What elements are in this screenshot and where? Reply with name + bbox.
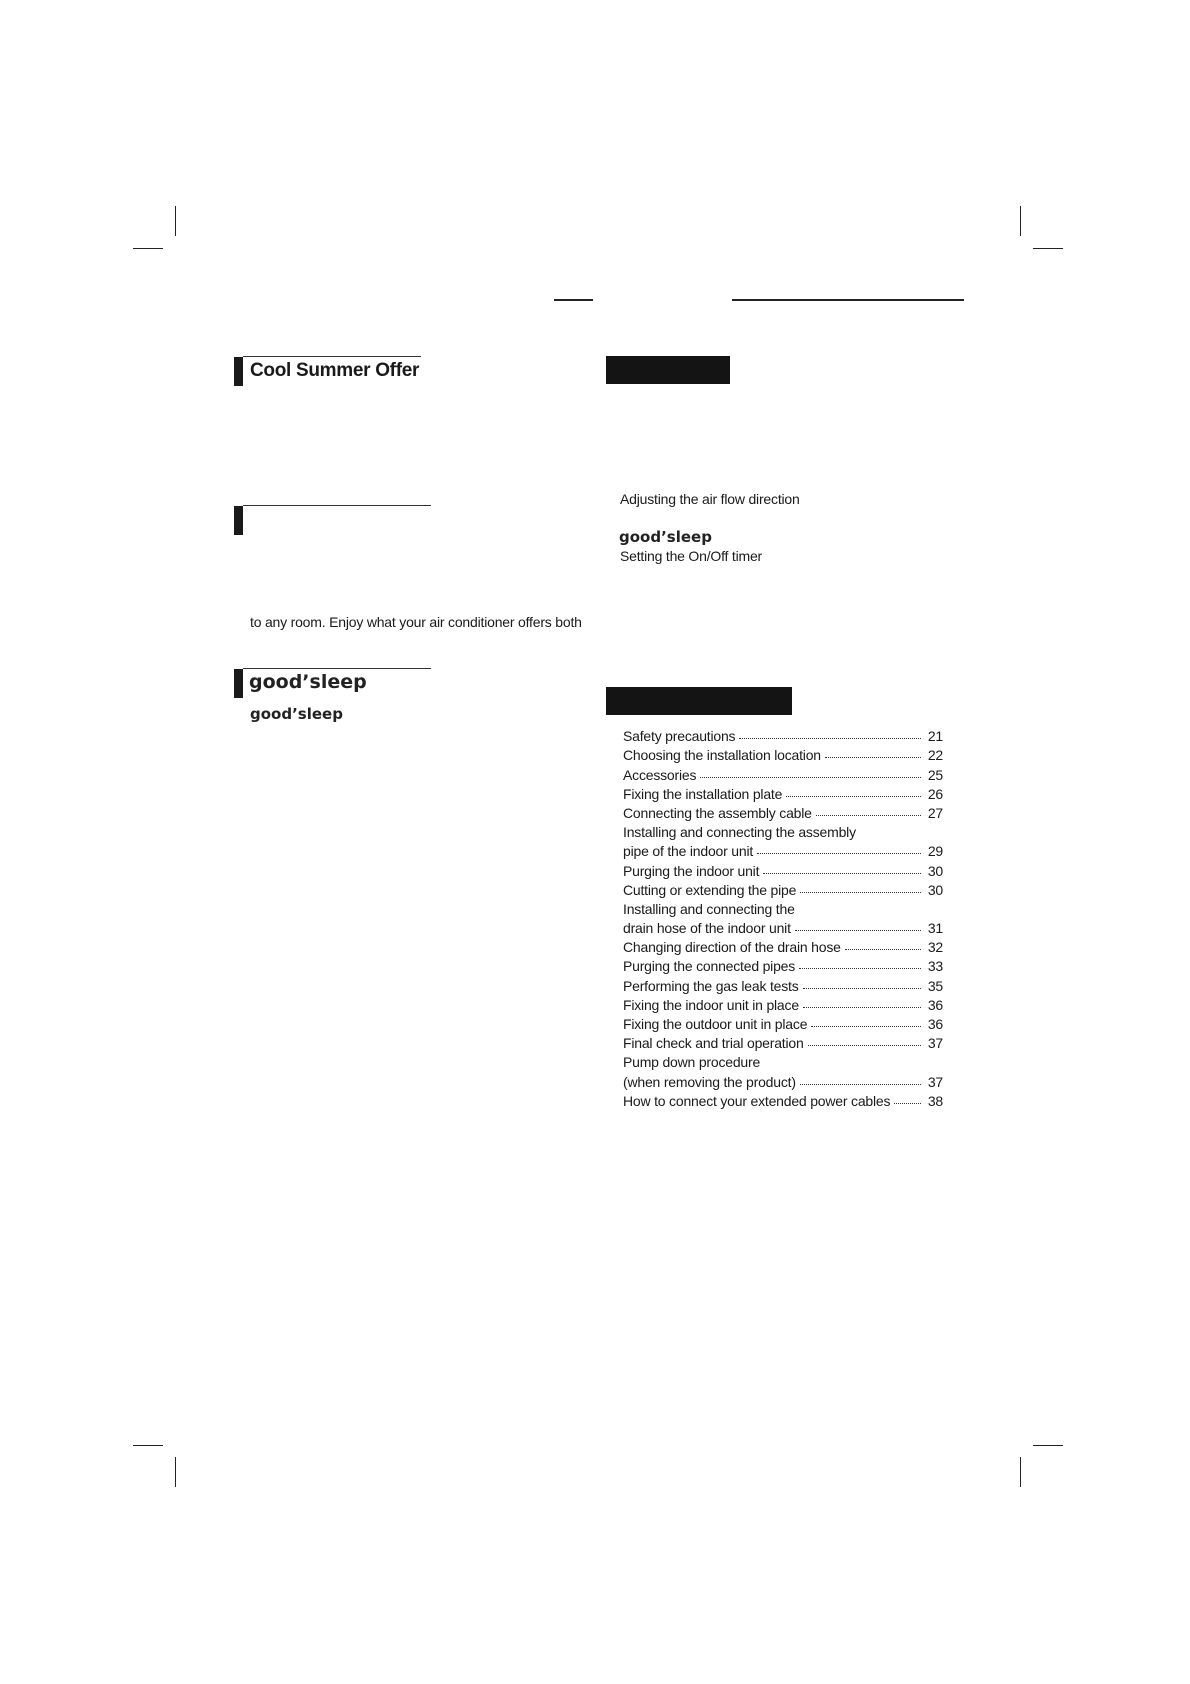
toc-entry-label: Changing direction of the drain hose	[623, 939, 841, 956]
toc-entry-page: 37	[927, 1073, 943, 1090]
toc-entry	[623, 802, 943, 821]
toc-entry-label: Final check and trial operation	[623, 1035, 804, 1052]
toc-entry-continued	[623, 1051, 943, 1070]
section-rule-goodsleep	[243, 668, 431, 669]
header-rule-long	[732, 299, 964, 301]
crop-mark-top-right-h	[1033, 248, 1063, 249]
toc-leader-dots	[894, 1103, 921, 1104]
toc-leader-dots	[845, 949, 921, 950]
section-title-goodsleep: good’sleep	[249, 671, 367, 693]
toc-leader-dots	[803, 988, 921, 989]
section-marker-2	[234, 506, 243, 535]
toc-entry-label: pipe of the indoor unit	[623, 843, 754, 860]
crop-mark-bottom-left-v	[175, 1457, 176, 1487]
toc-entry-page: 29	[927, 843, 943, 860]
toc-entry-label: Performing the gas leak tests	[623, 977, 799, 994]
toc-entry-page: 22	[927, 747, 943, 764]
toc-leader-dots	[808, 1045, 921, 1046]
crop-mark-bottom-right-h	[1033, 1445, 1063, 1446]
toc-entry-page: 33	[927, 958, 943, 975]
section-header-box-1	[606, 356, 730, 384]
toc-entry	[623, 783, 943, 802]
toc-entry-continued	[623, 898, 943, 917]
toc-leader-dots	[816, 815, 921, 816]
toc-entry	[623, 955, 943, 974]
toc-entry-page: 36	[927, 996, 943, 1013]
crop-mark-bottom-left-h	[133, 1445, 163, 1446]
goodsleep-subheading: good’sleep	[250, 705, 343, 723]
toc-entry-label: Choosing the installation location	[623, 747, 821, 764]
toc-entry	[623, 994, 943, 1013]
toc-entry-label: Installing and connecting the assembly	[623, 824, 856, 841]
toc-leader-dots	[825, 757, 921, 758]
toc-leader-dots	[795, 930, 921, 931]
toc-entry-page: 30	[927, 881, 943, 898]
toc-leader-dots	[803, 1007, 921, 1008]
toc-entry-label: (when removing the product)	[623, 1073, 796, 1090]
toc-leader-dots	[763, 873, 921, 874]
toc-leader-dots	[811, 1026, 921, 1027]
crop-mark-top-left-h	[133, 248, 163, 249]
toc-leader-dots	[799, 968, 921, 969]
toc-entry-label: Safety precautions	[623, 728, 736, 745]
toc-entry-label: drain hose of the indoor unit	[623, 920, 791, 937]
toc-entry	[623, 859, 943, 878]
toc-entry-label: Fixing the installation plate	[623, 785, 783, 802]
toc-entry-label: Purging the connected pipes	[623, 958, 796, 975]
crop-mark-top-left-v	[175, 206, 176, 236]
section-marker-goodsleep	[234, 669, 243, 698]
toc-entry	[623, 879, 943, 898]
toc-entry-label: Fixing the outdoor unit in place	[623, 1016, 808, 1032]
toc-entry-page: 32	[927, 939, 943, 956]
toc-leader-dots	[800, 1084, 921, 1085]
installation-table-of-contents	[623, 725, 943, 1109]
item-air-flow-direction: Adjusting the air flow direction	[620, 491, 800, 507]
section-marker-cool-summer	[234, 357, 243, 386]
toc-entry-page: 38	[927, 1092, 943, 1109]
toc-entry	[623, 840, 943, 859]
header-rule-short	[554, 299, 593, 301]
toc-entry-page: 37	[927, 1035, 943, 1052]
toc-entry-page: 35	[927, 977, 943, 994]
toc-entry-label: Connecting the assembly cable	[623, 804, 812, 821]
toc-entry-label: Purging the indoor unit	[623, 862, 760, 879]
toc-entry	[623, 917, 943, 936]
section-header-box-installation	[606, 687, 792, 715]
toc-leader-dots	[786, 796, 921, 797]
toc-entry-page: 27	[927, 804, 943, 821]
section-rule-cool-summer	[243, 356, 421, 357]
toc-entry	[623, 1090, 943, 1109]
toc-entry	[623, 744, 943, 763]
toc-entry	[623, 1032, 943, 1051]
toc-leader-dots	[757, 853, 921, 854]
toc-entry-label: Cutting or extending the pipe	[623, 881, 797, 898]
toc-entry-page: 25	[927, 766, 943, 783]
crop-mark-bottom-right-v	[1020, 1457, 1021, 1487]
toc-entry-page: 31	[927, 920, 943, 937]
section-title-cool-summer: Cool Summer Offer	[250, 360, 420, 381]
toc-entry-label: Pump down procedure	[623, 1054, 761, 1071]
item-on-off-timer: Setting the On/Off timer	[620, 548, 763, 564]
toc-entry	[623, 725, 943, 744]
toc-entry	[623, 1070, 943, 1089]
section-body-text: to any room. Enjoy what your air conditioner offers both	[250, 614, 582, 630]
section-rule-2	[243, 505, 431, 506]
toc-entry-page: 36	[927, 1016, 943, 1032]
toc-entry-label: Fixing the indoor unit in place	[623, 996, 799, 1013]
toc-entry	[623, 936, 943, 955]
toc-leader-dots	[800, 892, 921, 893]
toc-entry-page: 26	[927, 785, 943, 802]
toc-entry-page: 21	[927, 728, 943, 745]
toc-leader-dots	[700, 777, 921, 778]
item-goodsleep-brand: good’sleep	[619, 528, 712, 546]
toc-entry-label: Accessories	[623, 766, 697, 783]
toc-entry-label: How to connect your extended power cables	[623, 1092, 891, 1109]
toc-entry	[623, 763, 943, 782]
toc-entry	[623, 974, 943, 993]
crop-mark-top-right-v	[1020, 206, 1021, 236]
toc-entry-label: Installing and connecting the	[623, 900, 795, 917]
toc-entry	[623, 1013, 943, 1032]
toc-leader-dots	[739, 738, 921, 739]
toc-entry-continued	[623, 821, 943, 840]
toc-entry-page: 30	[927, 862, 943, 879]
